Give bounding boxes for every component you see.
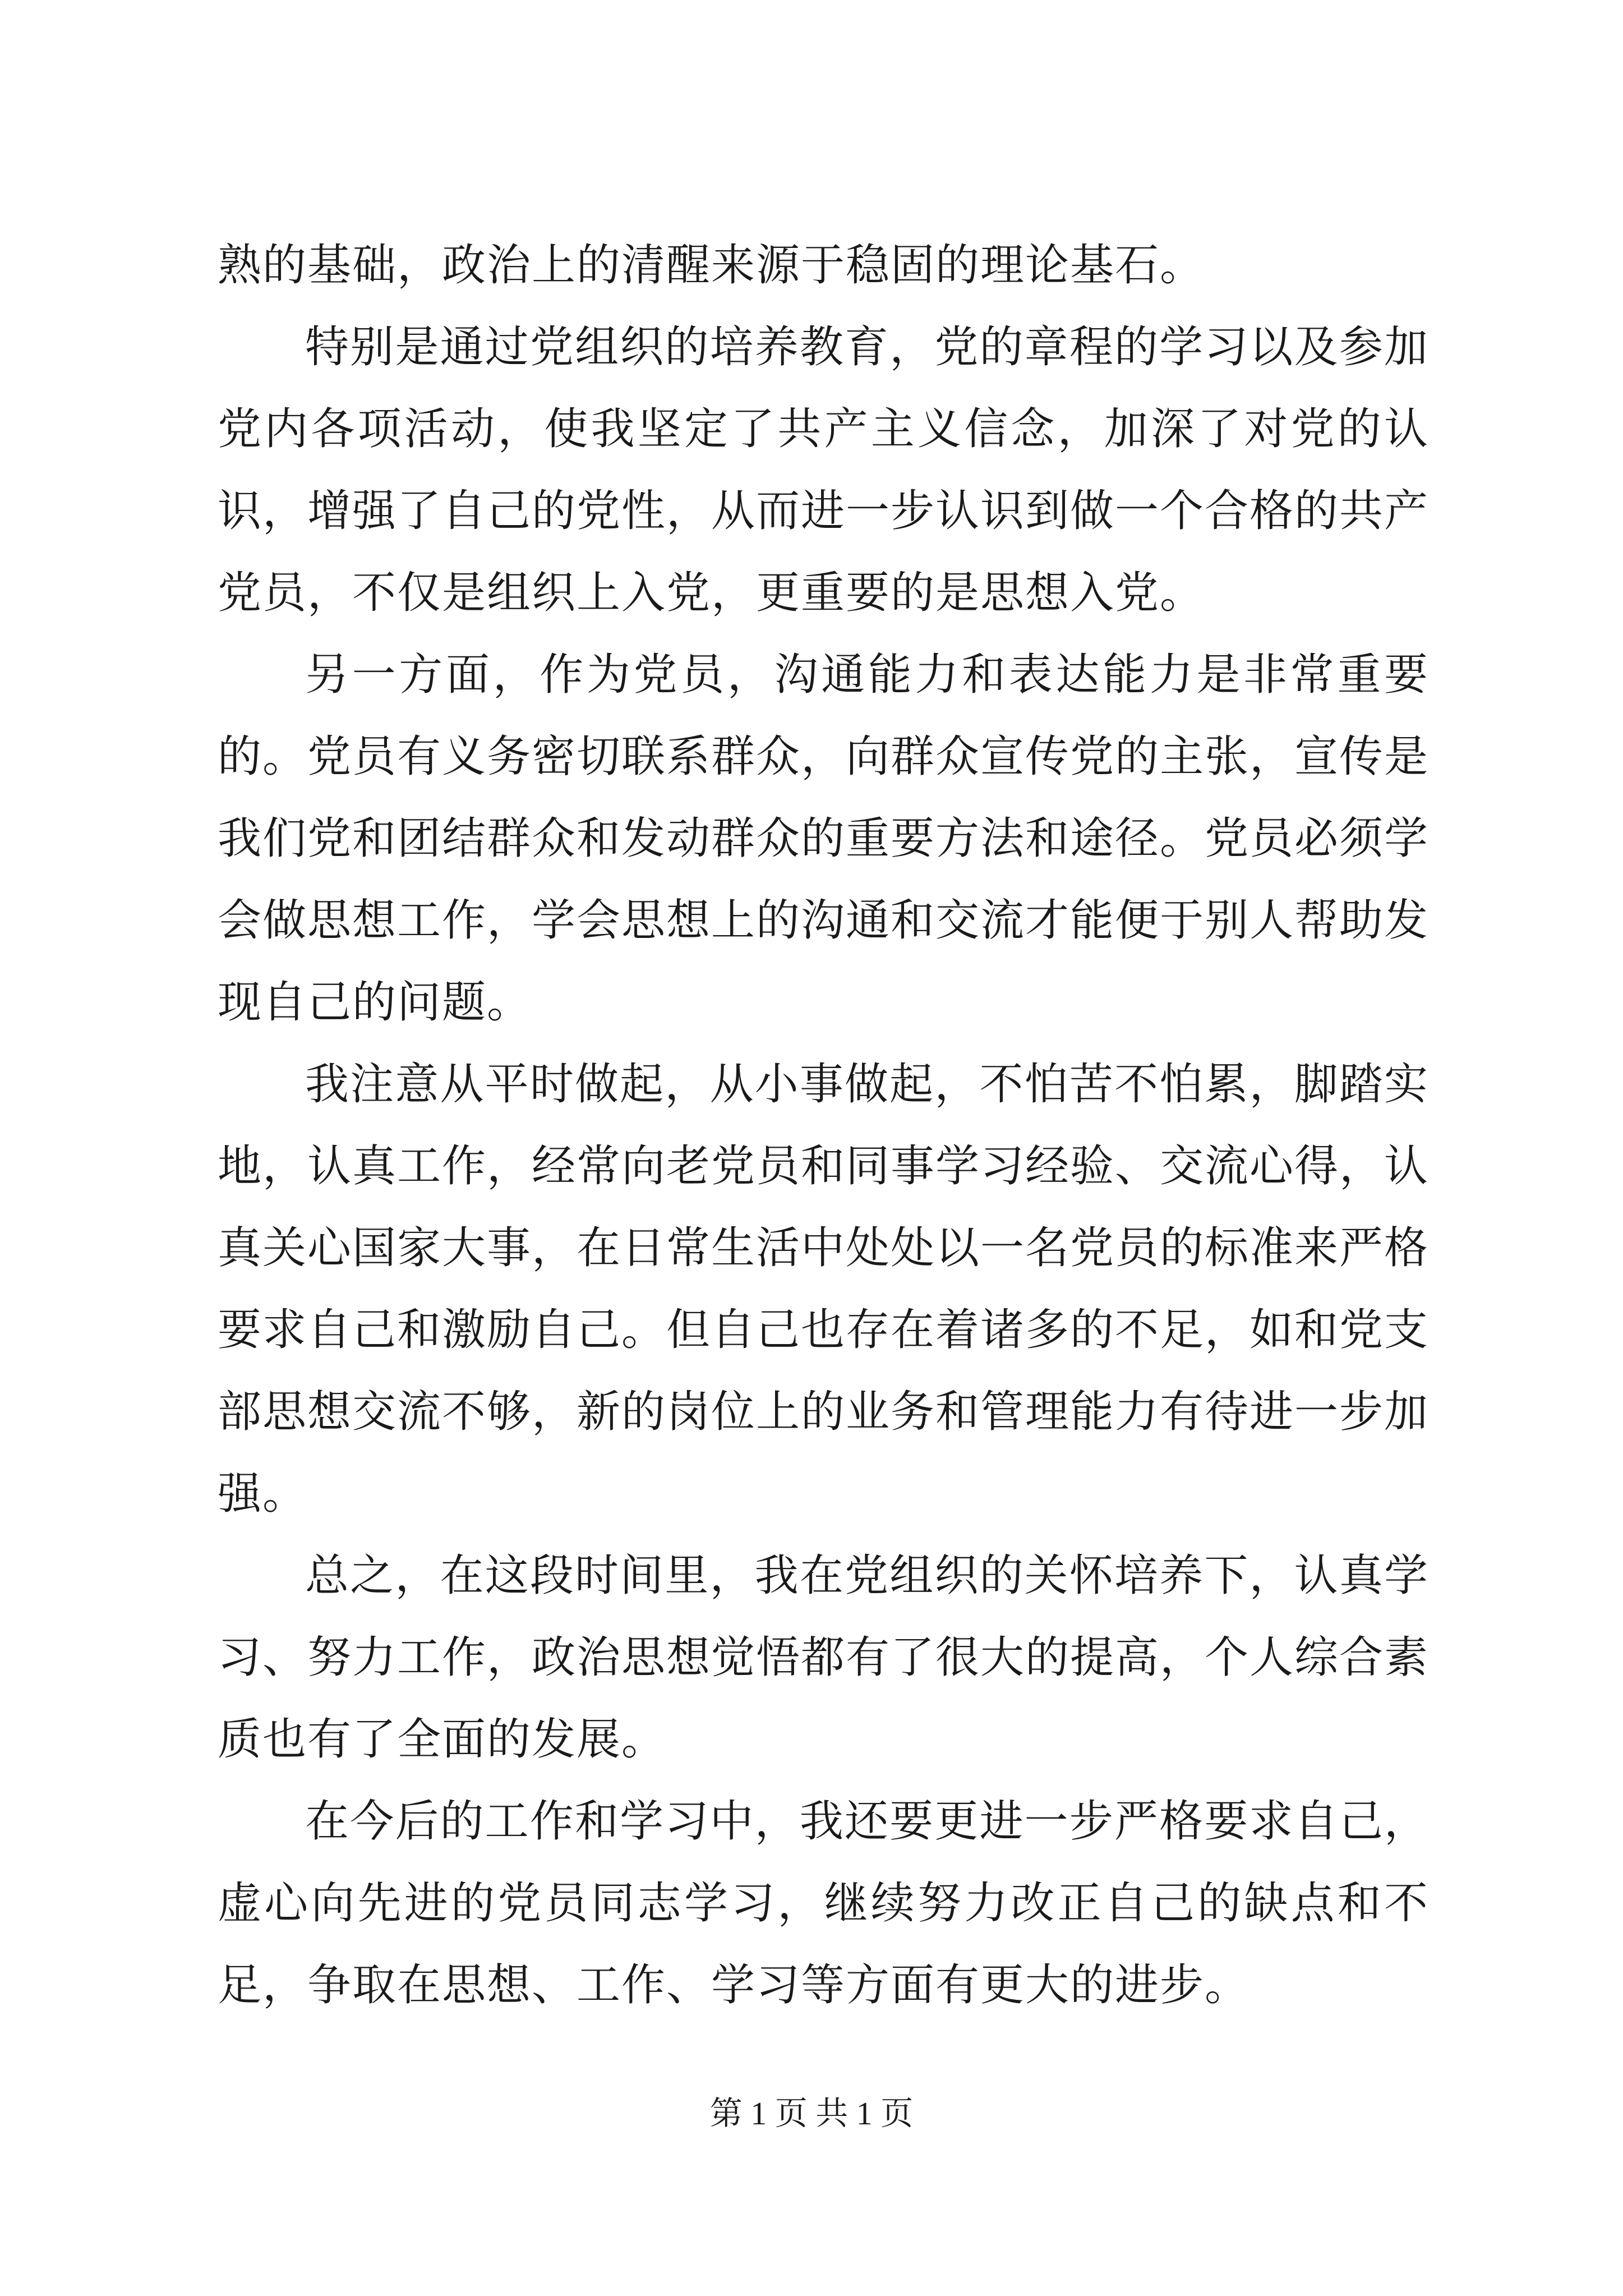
paragraph-party-education: 特别是通过党组织的培养教育，党的章程的学习以及参加党内各项活动，使我坚定了共产主义信念，加深了对党的认识，增强了自己的党性，从而进一步认识到做一个合格的共产党员，不仅是组织上入党，更重要的是思想入党。 [218, 322, 1430, 618]
document-body [218, 224, 1429, 2026]
page-number-footer: 第 1 页 共 1 页 [709, 2095, 914, 2132]
paragraph-continuation: 熟的基础，政治上的清醒来源于稳固的理论基石。 [218, 240, 1205, 291]
paragraph-future: 在今后的工作和学习中，我还要更进一步严格要求自己，虚心向先进的党员同志学习，继续努力改正自己的缺点和不足，争取在思想、工作、学习等方面有更大的进步。 [218, 1796, 1429, 2010]
paragraph-daily-work: 我注意从平时做起，从小事做起，不怕苦不怕累，脚踏实地，认真工作，经常向老党员和同事学习经验、交流心得，认真关心国家大事，在日常生活中处处以一名党员的标准来严格要求自己和激励自己。但自己也存在着诸多的不足，如和党支部思想交流不够，新的岗位上的业务和管理能力有待进一步加强。 [218, 1059, 1430, 1519]
paragraph-communication: 另一方面，作为党员，沟通能力和表达能力是非常重要的。党员有义务密切联系群众，向群众宣传党的主张，宣传是我们党和团结群众和发动群众的重要方法和途径。党员必须学会做思想工作，学会思想上的沟通和交流才能便于别人帮助发现自己的问题。 [218, 650, 1430, 1028]
paragraph-summary: 总之，在这段时间里，我在党组织的关怀培养下，认真学习、努力工作，政治思想觉悟都有了很大的提高，个人综合素质也有了全面的发展。 [218, 1550, 1430, 1765]
